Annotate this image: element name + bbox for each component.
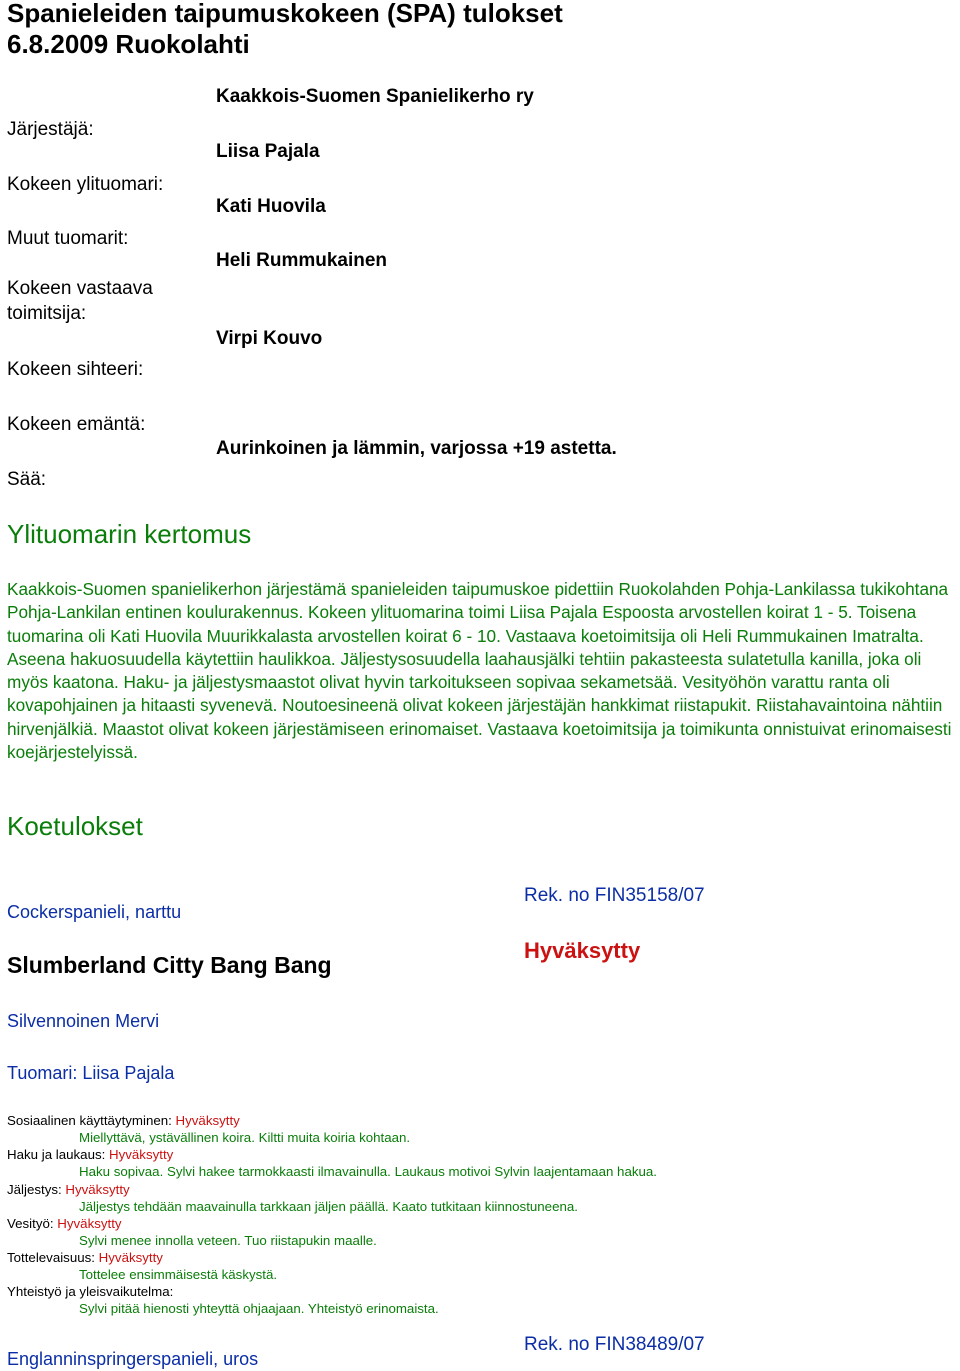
part-result-social: Hyväksytty [175, 1113, 240, 1128]
part-label-search: Haku ja laukaus: Hyväksytty [7, 1147, 174, 1162]
dog-registration: Rek. no FIN35158/07 [524, 885, 705, 906]
report-heading: Ylituomarin kertomus [7, 519, 252, 549]
dog-breed: Cockerspanieli, narttu [7, 902, 182, 922]
secretary-value: Virpi Kouvo [216, 328, 323, 349]
part-comment-search: Haku sopivaa. Sylvi hakee tarmokkaasti ilmavainulla. Laukaus motivoi Sylvin laajentamaan hakua. [79, 1164, 657, 1179]
organizer-value: Kaakkois-Suomen Spanielikerho ry [216, 86, 534, 107]
part-comment-cooperation: Sylvi pitää hienosti yhteyttä ohjaajaan. Yhteistyö erinomaista. [79, 1301, 439, 1316]
part-result-search: Hyväksytty [109, 1147, 174, 1162]
part-result-obedience: Hyväksytty [98, 1250, 163, 1265]
dog2-breed: Englanninspringerspanieli, uros [7, 1349, 259, 1369]
official-label-line2: toimitsija: [7, 303, 87, 324]
official-label-line1: Kokeen vastaava [7, 278, 153, 299]
report-text: Kaakkois-Suomen spanielikerhon järjestämä spanieleiden taipumuskoe pidettiin Ruokolahden Pohja-Lankilassa tukikohtana Pohja-Lankilan entinen koulurakennus. Kokeen ylituomarina toimi Liisa Pajala Espoosta arvostellen koirat 1 - 5. Toisena tuomarina oli Kati Huovila Muurikkalasta arvostellen koirat 6 - 10. Vastaava koetoimitsija oli Heli Rummukainen Imatralta. Aseena hakuosuudella käytettiin haulikkoa. Jäljestysosuudella laahausjälki tehtiin pakasteesta sulatetulla kanilla, joka oli myös kaatona. Haku- ja jäljestysmaastot olivat hyvin tarkoitukseen sopivaa sekametsää. Vesityöhön varattu ranta oli kovapohjainen ja hitaasti syvenevä. Noutoesineenä olivat kokeen järjestäjän hankkimat riistapukit. Riistahavaintoina nähtiin hirvenjälkiä. Maastot olivat kokeen järjestämiseen erinomaiset. Vastaava koetoimitsija ja toimikunta onnistuivat erinomaisesti koejärjestelyissä. [7, 579, 952, 763]
page-title: Spanieleiden taipumuskokeen (SPA) tulokset [7, 0, 563, 28]
results-heading: Koetulokset [7, 811, 143, 841]
part-label-water: Vesityö: Hyväksytty [7, 1216, 122, 1231]
official-value: Heli Rummukainen [216, 250, 388, 271]
page-subtitle: 6.8.2009 Ruokolahti [7, 29, 250, 59]
part-label-social: Sosiaalinen käyttäytyminen: Hyväksytty [7, 1113, 240, 1128]
part-result-tracking: Hyväksytty [65, 1182, 130, 1197]
hostess-label: Kokeen emäntä: [7, 414, 146, 435]
part-label-tracking: Jäljestys: Hyväksytty [7, 1182, 130, 1197]
organizer-label: Järjestäjä: [7, 119, 94, 140]
dog2-registration: Rek. no FIN38489/07 [524, 1334, 705, 1355]
chief-judge-value: Liisa Pajala [216, 141, 320, 162]
part-comment-tracking: Jäljestys tehdään maavainulla tarkkaan jäljen päällä. Kaato tutkitaan kiinnostuneena. [79, 1199, 578, 1214]
weather-label: Sää: [7, 469, 47, 490]
chief-judge-label: Kokeen ylituomari: [7, 174, 164, 195]
dog-owner: Silvennoinen Mervi [7, 1011, 160, 1031]
dog-result: Hyväksytty [524, 938, 641, 963]
other-judges-value: Kati Huovila [216, 196, 326, 217]
part-label-cooperation: Yhteistyö ja yleisvaikutelma: [7, 1284, 174, 1299]
part-comment-social: Miellyttävä, ystävällinen koira. Kiltti muita koiria kohtaan. [79, 1130, 411, 1145]
dog-name: Slumberland Citty Bang Bang [7, 952, 332, 978]
weather-value: Aurinkoinen ja lämmin, varjossa +19 astetta. [216, 438, 617, 459]
part-label-obedience: Tottelevaisuus: Hyväksytty [7, 1250, 163, 1265]
dog-judge: Tuomari: Liisa Pajala [7, 1063, 175, 1083]
other-judges-label: Muut tuomarit: [7, 228, 129, 249]
part-comment-water: Sylvi menee innolla veteen. Tuo riistapukin maalle. [79, 1233, 377, 1248]
secretary-label: Kokeen sihteeri: [7, 359, 144, 380]
part-result-water: Hyväksytty [57, 1216, 122, 1231]
part-comment-obedience: Tottelee ensimmäisestä käskystä. [79, 1267, 278, 1282]
